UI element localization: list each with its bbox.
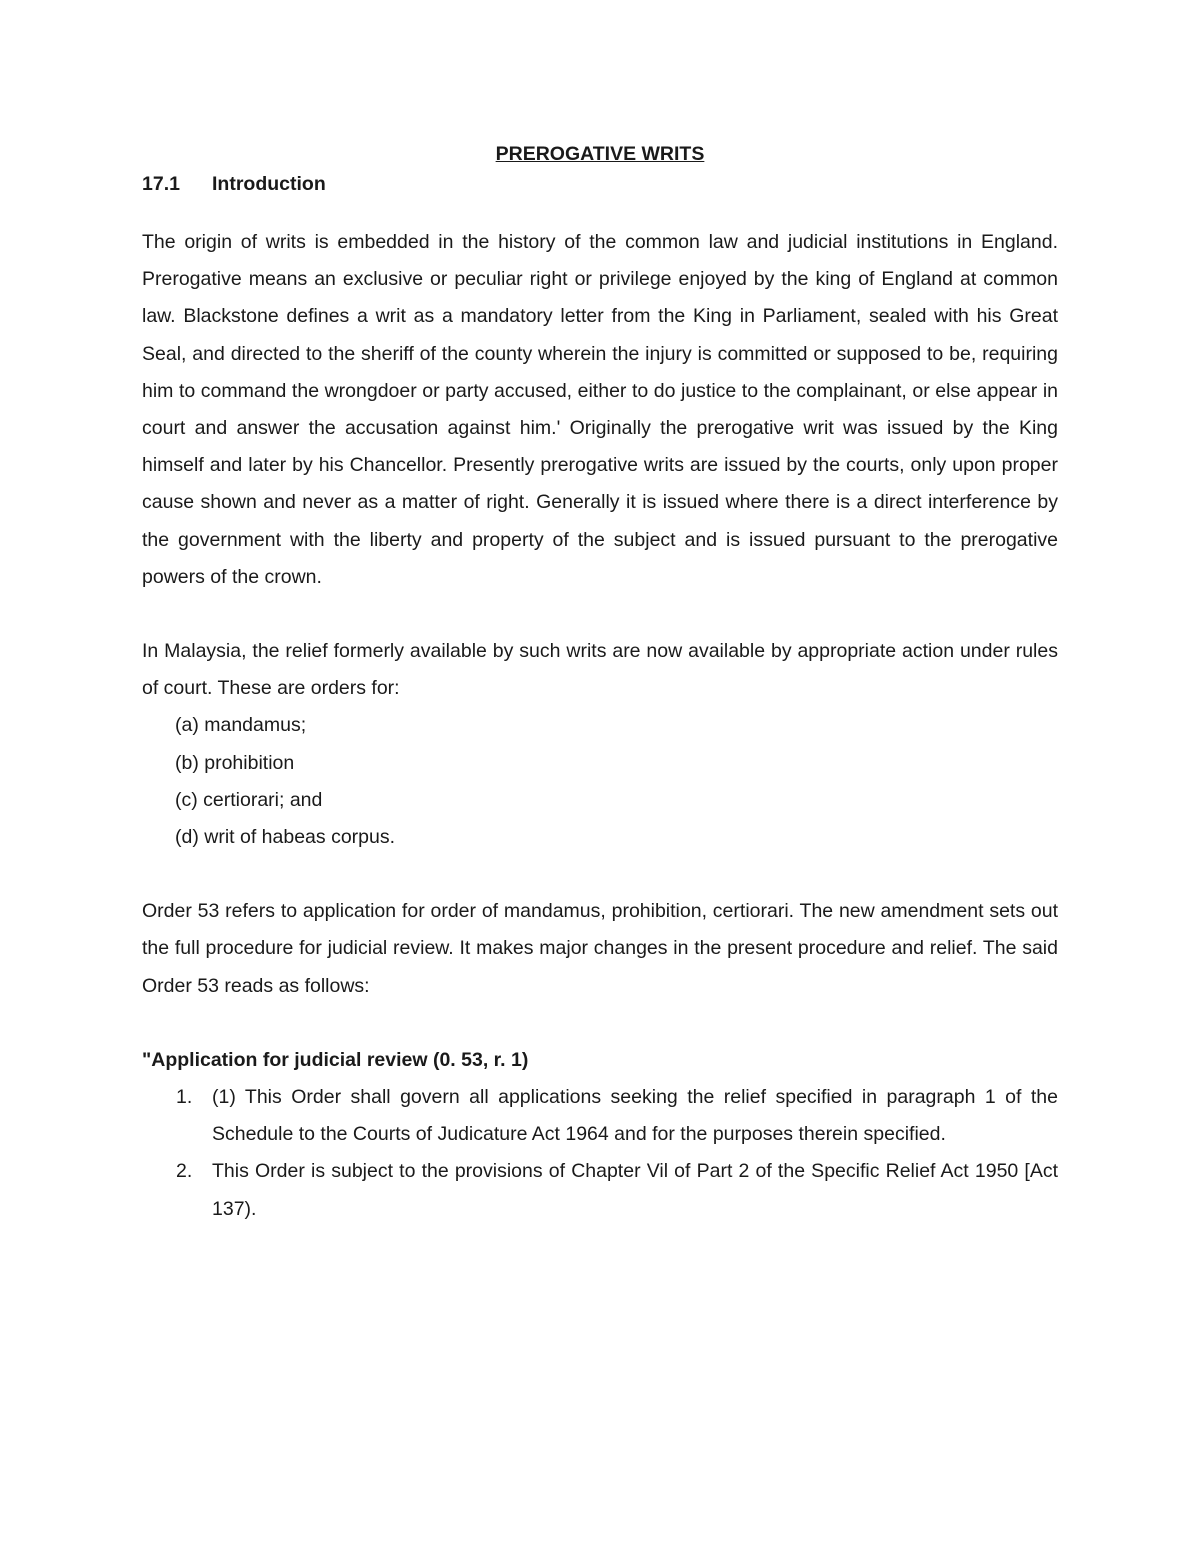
list-item: (a) mandamus;: [175, 714, 307, 737]
list-item-text: This Order is subject to the provisions of Chapter Vil of Part 2 of the Specific Relief Act 1950 [Act 137).: [212, 1160, 1058, 1220]
intro-paragraph: The origin of writs is embedded in the history of the common law and judicial institutions in England. Prerogative means an exclusive or peculiar right or privilege enjoyed by the king of England at common law. Blackstone defines a writ as a mandatory letter from the King in Parliament, sealed with his Great Seal, and directed to the sheriff of the county wherein the injury is committed or supposed to be, requiring him to command the wrongdoer or party accused, either to do justice to the complainant, or else appear in court and answer the accusation against him.' Originally the prerogative writ was issued by the King himself and later by his Chancellor. Presently prerogative writs are issued by the courts, only upon proper cause shown and never as a matter of right. Generally it is issued where there is a direct interference by the government with the liberty and property of the subject and is issued pursuant to the prerogative powers of the crown.: [142, 231, 1058, 588]
list-item: (c) certiorari; and: [175, 788, 323, 811]
judicial-review-subheading: "Application for judicial review (0. 53, r. 1): [142, 1048, 529, 1071]
list-item: (d) writ of habeas corpus.: [175, 826, 396, 849]
section-title: Introduction: [212, 173, 326, 195]
list-item: (b) prohibition: [175, 751, 295, 774]
order-53-paragraph: Order 53 refers to application for order of mandamus, prohibition, certiorari. The new amendment sets out the full procedure for judicial review. It makes major changes in the present procedure and relief. The said Order 53 reads as follows:: [142, 900, 1058, 997]
list-marker: 2.: [176, 1160, 193, 1183]
malaysia-paragraph: In Malaysia, the relief formerly available by such writs are now available by appropriate action under rules of court. These are orders for:: [142, 640, 1058, 700]
document-page: [142, 140, 1058, 1228]
list-item-text: (1) This Order shall govern all applications seeking the relief specified in paragraph 1 of the Schedule to the Courts of Judicature Act 1964 and for the purposes therein specified.: [212, 1086, 1058, 1146]
list-item: [142, 1079, 1058, 1153]
section-number: 17.1: [142, 173, 180, 195]
numbered-list: [142, 1079, 1058, 1228]
list-item: [142, 1153, 1058, 1227]
orders-list: [142, 707, 1058, 856]
list-marker: 1.: [176, 1086, 193, 1109]
document-title: PREROGATIVE WRITS: [495, 143, 705, 165]
section-heading: [142, 170, 1058, 198]
